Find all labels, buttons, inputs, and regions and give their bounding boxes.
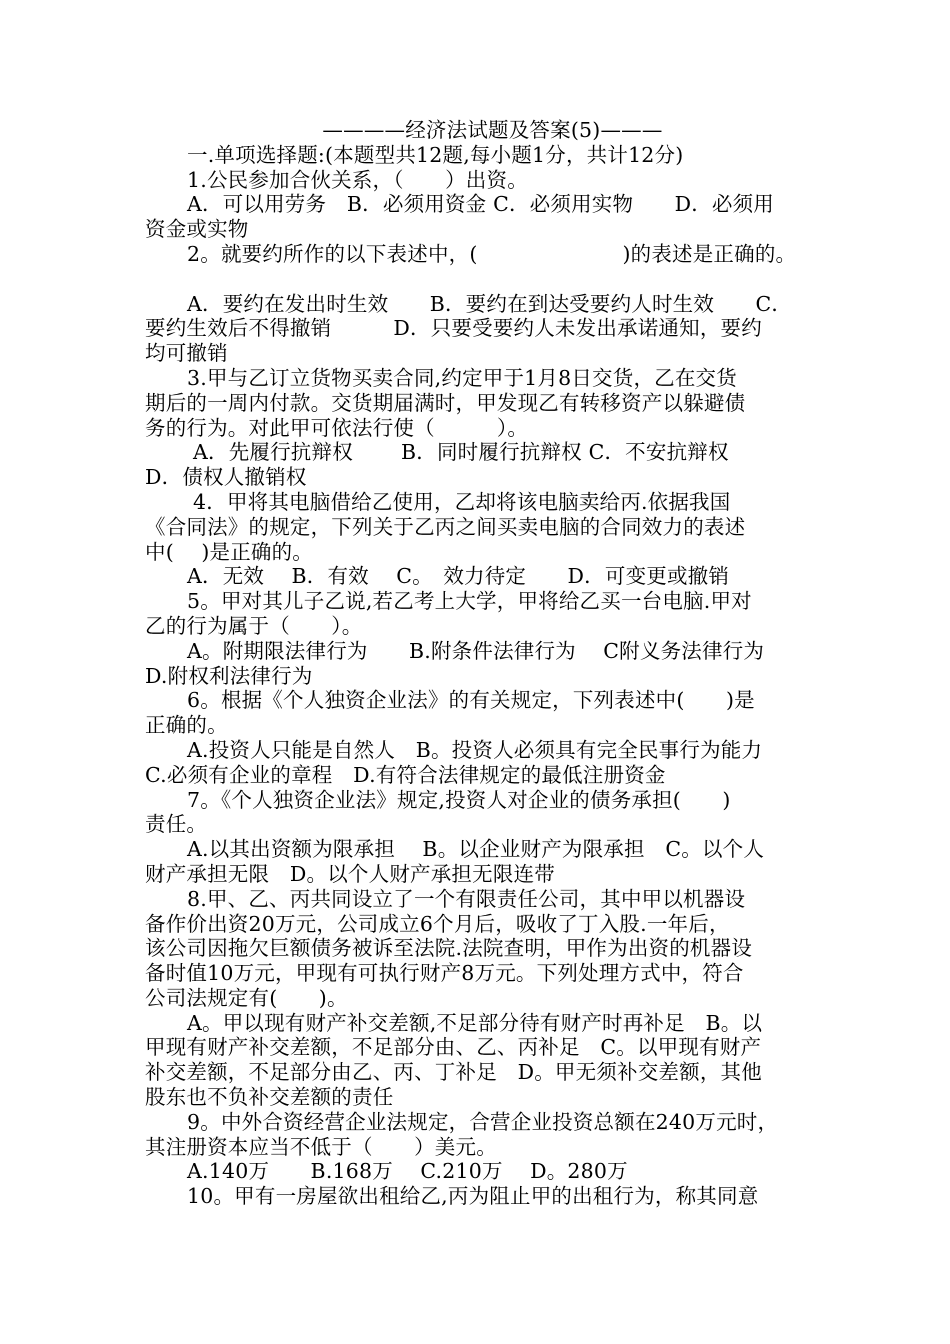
question-4: 4．甲将其电脑借给乙使用，乙却将该电脑卖给丙.依据我国 [193,489,731,514]
question-8-options-cont: 甲现有财产补交差额，不足部分由、乙、丙补足 C。以甲现有财产 [145,1035,762,1060]
question-5-options: A。附期限法律行为 B.附条件法律行为 C附义务法律行为 [187,638,765,663]
question-8-cont: 备作价出资20万元，公司成立6个月后，吸收了丁入股.一年后， [145,911,730,936]
document-body [145,118,810,1209]
question-3-options: A．先履行抗辩权 B．同时履行抗辩权 C．不安抗辩权 [193,440,729,465]
question-7-options-cont: 财产承担无限 D。以个人财产承担无限连带 [145,861,555,886]
question-5: 5。甲对其儿子乙说,若乙考上大学，甲将给乙买一台电脑.甲对 [187,589,752,614]
question-8-options-cont: 补交差额，不足部分由乙、丙、丁补足 D。甲无须补交差额，其他 [145,1060,762,1085]
question-2-options-cont: 均可撤销 [145,341,228,366]
question-8-options-cont: 股东也不负补交差额的责任 [145,1085,394,1110]
question-8-options: A。甲以现有财产补交差额,不足部分待有财产时再补足 B。以 [187,1010,763,1035]
question-3: 3.甲与乙订立货物买卖合同,约定甲于1月8日交货，乙在交货 [187,365,737,390]
question-4-cont: 中( )是正确的。 [145,539,314,564]
question-2: 2。就要约所作的以下表述中，( )的表述是正确的。 [187,241,797,266]
question-10: 10。甲有一房屋欲出租给乙,丙为阻止甲的出租行为，称其同意 [187,1184,759,1209]
question-9-options: A.140万 B.168万 C.210万 D。280万 [187,1159,628,1184]
question-2-options: A．要约在发出时生效 B．要约在到达受要约人时生效 C． [187,291,793,316]
question-7: 7。《个人独资企业法》规定,投资人对企业的债务承担( ) [187,787,731,812]
question-2-options-cont: 要约生效后不得撤销 D．只要受要约人未发出承诺通知，要约 [145,316,762,341]
question-8-cont: 该公司因拖欠巨额债务被诉至法院.法院查明，甲作为出资的机器设 [145,936,753,961]
question-9: 9。中外合资经营企业法规定，合营企业投资总额在240万元时， [187,1109,779,1134]
question-1-options: A．可以用劳务 B．必须用资金 C．必须用实物 D．必须用 [187,192,775,217]
question-4-options: A．无效 B．有效 C。 效力待定 D．可变更或撤销 [187,564,730,589]
question-5-options-cont: D.附权利法律行为 [145,663,313,688]
question-6-cont: 正确的。 [145,713,228,738]
question-9-cont: 其注册资本应当不低于（ ）美元。 [145,1134,497,1159]
question-1-options-cont: 资金或实物 [145,217,249,242]
question-6: 6。根据《个人独资企业法》的有关规定，下列表述中( )是 [187,688,755,713]
question-7-cont: 责任。 [145,812,208,837]
question-5-cont: 乙的行为属于（ ）。 [145,613,363,638]
question-8-cont: 备时值10万元，甲现有可执行财产8万元。下列处理方式中，符合 [145,961,744,986]
question-1: 1.公民参加合伙关系，（ ）出资。 [187,167,528,192]
question-3-cont: 期后的一周内付款。交货期届满时，甲发现乙有转移资产以躲避债 [145,390,746,415]
question-8-cont: 公司法规定有( )。 [145,985,348,1010]
section-heading: 一.单项选择题:(本题型共12题,每小题1分，共计12分) [187,142,684,167]
question-6-options: A.投资人只能是自然人 B。投资人必须具有完全民事行为能力 [187,737,763,762]
question-7-options: A.以其出资额为限承担 B。以企业财产为限承担 C。以个人 [187,837,765,862]
question-3-options-cont: D．债权人撤销权 [145,465,307,490]
blank-line [145,267,810,292]
question-6-options-cont: C.必须有企业的章程 D.有符合法律规定的最低注册资金 [145,762,666,787]
question-3-cont: 务的行为。对此甲可依法行使（ ）。 [145,415,529,440]
question-4-cont: 《合同法》的规定，下列关于乙丙之间买卖电脑的合同效力的表述 [145,514,746,539]
question-8: 8.甲、乙、丙共同设立了一个有限责任公司，其中甲以机器设 [187,886,746,911]
document-title: ————经济法试题及答案(5)——— [322,118,663,142]
